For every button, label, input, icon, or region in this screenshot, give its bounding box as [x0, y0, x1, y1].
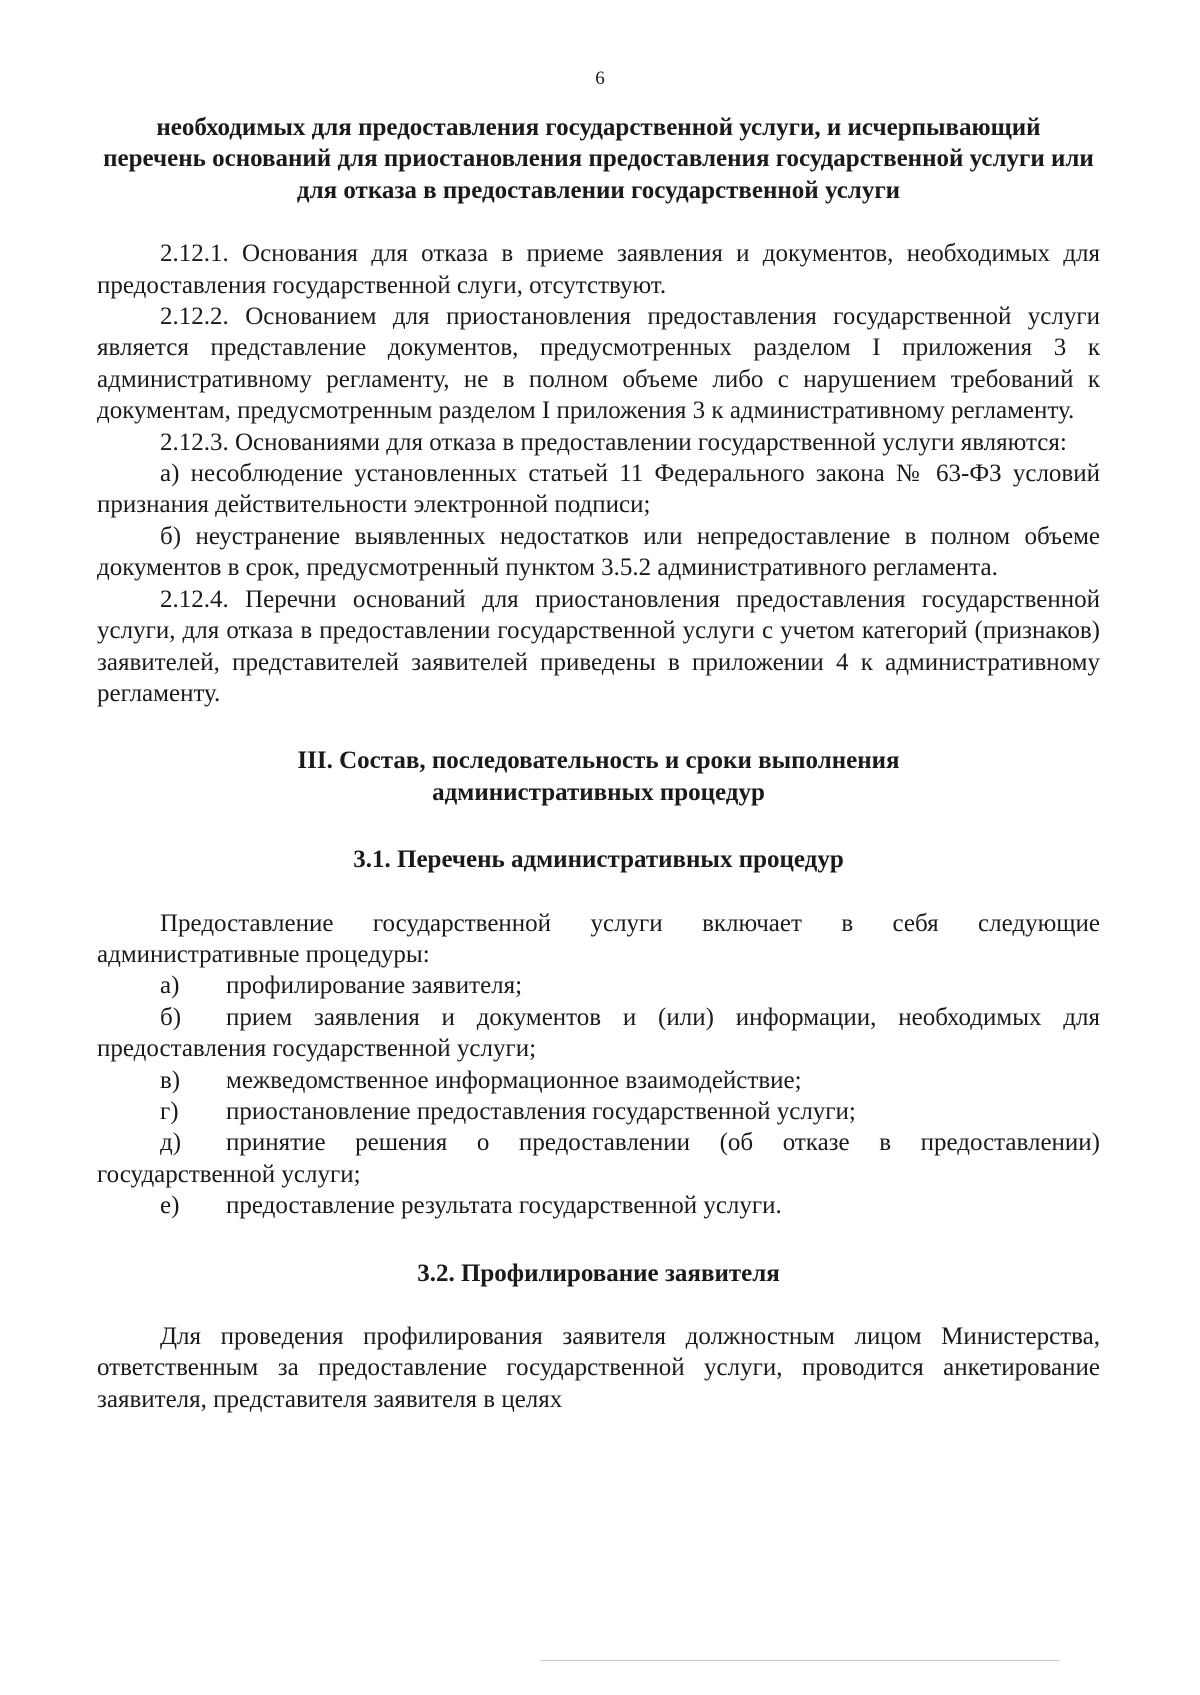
- page-number: 6: [595, 68, 605, 89]
- list-text: приостановление предоставления государственной услуги;: [226, 1097, 856, 1125]
- list-marker: г): [160, 1097, 179, 1125]
- section-heading-iii: III. Состав, последовательность и сроки выполнения административных процедур: [297, 747, 900, 806]
- list-item: [97, 1190, 1100, 1221]
- list-item: [97, 1096, 1100, 1127]
- paragraph-2-12-4: 2.12.4. Перечни оснований для приостановления предоставления государственной услуги, для отказа в предоставлении государственной услуги с учетом категорий (признаков) заявителей, представителей заявителей приведены в приложении 4 к административному регламенту.: [97, 585, 1100, 707]
- list-marker: в): [160, 1066, 181, 1094]
- paragraph-2-12-3-a: а) несоблюдение установленных статьей 11 Федерального закона № 63-ФЗ условий признания действительности электронной подписи;: [97, 460, 1100, 519]
- spacer: [97, 206, 1100, 238]
- list-text: межведомственное информационное взаимодействие;: [226, 1066, 802, 1094]
- list-text: предоставление результата государственной услуги.: [226, 1192, 782, 1220]
- list-text: прием заявления и документов и (или) информации, необходимых для предоставления государственной услуги;: [97, 1003, 1100, 1063]
- paragraph-2-12-3-b: б) неустранение выявленных недостатков или непредоставление в полном объеме документов в срок, предусмотренный пунктом 3.5.2 административного регламента.: [97, 522, 1100, 582]
- list-item: [97, 1002, 1100, 1065]
- list-text: принятие решения о предоставлении (об отказе в предоставлении) государственной услуги;: [97, 1129, 1100, 1188]
- list-item: [97, 1127, 1100, 1190]
- list-item: [97, 1065, 1100, 1096]
- page-bottom-rule: [540, 1660, 1060, 1661]
- spacer: [97, 1222, 1100, 1258]
- section-heading-3-1: 3.1. Перечень административных процедур: [353, 846, 844, 874]
- paragraph-2-12-3: 2.12.3. Основаниями для отказа в предоставлении государственной услуги являются:: [160, 428, 1067, 456]
- paragraph-3-2: Для проведения профилирования заявителя должностным лицом Министерства, ответственным за предоставление государственной услуги, проводится анкетирование заявителя, представителя заявителя в целях: [97, 1323, 1100, 1413]
- spacer: [97, 808, 1100, 844]
- document-body: [97, 112, 1100, 1415]
- section-heading-3-2: 3.2. Профилирование заявителя: [417, 1259, 780, 1287]
- spacer: [97, 876, 1100, 908]
- list-item: [97, 970, 1100, 1001]
- section-heading-2-12-continuation: необходимых для предоставления государственной услуги, и исчерпывающий перечень оснований для приостановления предоставления государственной услуги или для отказа в предоставлении государственной услуги: [103, 114, 1094, 204]
- spacer: [97, 709, 1100, 745]
- list-text: профилирование заявителя;: [226, 972, 523, 1000]
- list-marker: а): [160, 972, 180, 1000]
- paragraph-2-12-2: 2.12.2. Основанием для приостановления предоставления государственной услуги является представление документов, предусмотренных разделом I приложения 3 к административному регламенту, не в полном объеме либо с нарушением требований к документам, предусмотренным разделом I приложения 3 к административному регламенту.: [97, 303, 1100, 425]
- list-marker: д): [160, 1129, 182, 1157]
- list-marker: е): [160, 1192, 180, 1220]
- list-marker: б): [160, 1003, 182, 1031]
- spacer: [97, 1289, 1100, 1321]
- paragraph-2-12-1: 2.12.1. Основания для отказа в приеме заявления и документов, необходимых для предоставления государственной слуги, отсутствуют.: [97, 240, 1100, 299]
- paragraph-3-1-intro: Предоставление государственной услуги включает в себя следующие административные процедуры:: [97, 909, 1100, 968]
